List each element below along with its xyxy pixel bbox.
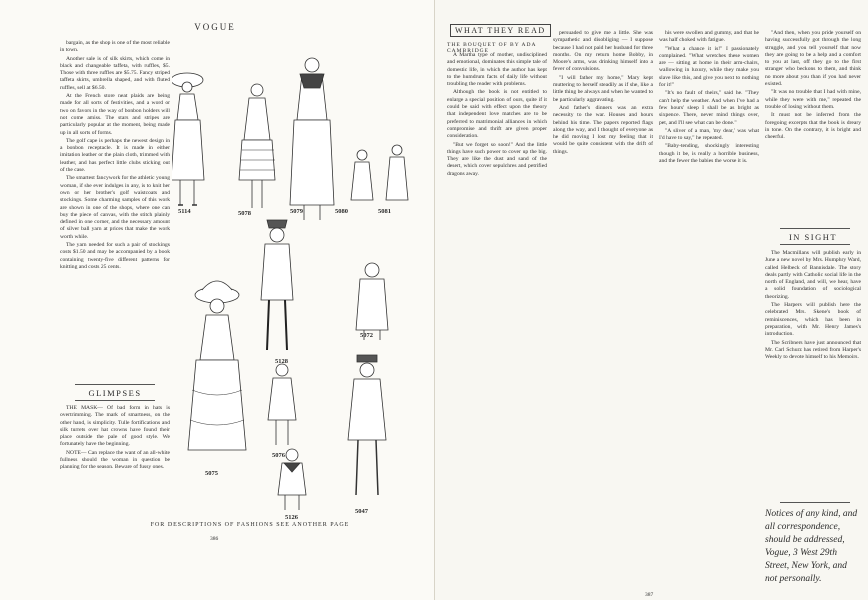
paragraph: A Martha type of mother, undisciplined and emotional, dominates this simple tale of domestic life, in which the author has kept to the humdrum facts of daily life without troubling the reader with problems. [447,52,547,88]
in-sight-title: IN SIGHT [788,232,838,242]
figure-label: 5078 [238,210,251,217]
figure-label: 5080 [335,208,348,215]
review-column-4 [765,30,861,225]
correspondence-notice [765,508,861,586]
review-column-1 [447,52,547,592]
figure-label: 5075 [205,470,218,477]
paragraph: "A sliver of a man, 'my dear,' was what I'd have to say," he repeated. [659,127,759,142]
figure-small-pair [351,145,408,200]
divider [780,228,850,229]
figure-label: 5126 [285,514,298,521]
paragraph: "And then, when you pride yourself on having successfully got through the long struggle, and you tell yourself that now they are going to be a help and a comfort to you at last, off they go to the first stranger who beckons to them, and think no more about you than if you had never existed. [765,30,861,88]
paragraph: "I will father my home," Mary kept muttering to herself steadily as if she, like a little thing be always and when he wanted to be particularly aggravating. [553,74,653,103]
paragraph: THE MASK— Of bad form in hats is overtrimming. The mark of smartness, on the other hand, is simplicity. Tulle fortifications and silk turrets over hat crowns have found their place outside the pale of good style. We fortunately have the beginning. [60,405,170,448]
paragraph: NOTE— Can replace the want of an all-white fullness should the woman in question be planning for the season. Beware of fussy ones. [60,449,170,471]
divider [780,244,850,245]
figure-girl-wide-hat [172,73,204,205]
figure-girl-striped [239,84,275,208]
glimpses-title: GLIMPSES [88,388,142,398]
review-column-2 [553,30,653,590]
paragraph: his were swollen and gummy, and that he was half choked with fatigue. [659,30,759,44]
notice-line: Vogue, 3 West 29th Street, New York, and not personally. [765,548,847,584]
figure-label: 5072 [360,332,373,339]
divider [75,400,155,401]
figure-label: 5128 [275,358,288,365]
figure-small-child [268,364,296,445]
paragraph: The smartest fancywork for the athletic young woman, if she ever indulges in any, is to knit her own or her brother's golf waistcoats and stockings. Some charming samples of this work are shown in one of the shops, where one can buy the piece of canvas, with the stitch plainly defined in one corner, and the necessary amount of silver ball yarn at prices that make the work worth while. [60,175,170,240]
paragraph: "It was no trouble that I had with mine, while they were with me," repeated the trouble of losing without them. [765,89,861,110]
paragraph: Another sale is of silk skirts, which come in black and changeable taffeta, with ruffles, $5. Those with three ruffles are $5.75. Fancy striped taffeta skirts, umbrella shaped, and with fluted ruffles, sell at $6.50. [60,55,170,91]
paragraph: The yarn needed for such a pair of stockings costs $1.50 and may be accompanied by a book containing twenty-five different patterns for knitting and costs 25 cents. [60,242,170,270]
notice-line: Notices of any kind, and all correspondence, should be addressed, [765,509,858,545]
paragraph: The golf cape is perhaps the newest design in a bonbon receptacle. It is made in either imitation leather or the plain cloth, trimmed with leather, and has perfect little clubs sticking out of the case. [60,137,170,174]
figure-label: 5076 [272,452,285,459]
figure-boy-right [356,263,388,340]
paragraph: It must not be inferred from the foregoing excerpts that the book is dreary in tone. On the contrary, it is bright and cheerful. [765,112,861,141]
paragraph: The Macmillans will publish early in June a new novel by Mrs. Humphry Ward, called Helbeck of Bannisdale. The story deals partly with Catholic social life in the north of England, and will, we hear, have a solid foundation of sociological theorizing. [765,250,861,300]
fashion-caption: FOR DESCRIPTIONS OF FASHIONS SEE ANOTHER PAGE [150,522,350,528]
paragraph: persuaded to give me a little. She was sympathetic and disobliging — I suppose because I had not paid her husband for three months. On my return home Bobby, in Moore's arms, was drinking himself into a fever of convulsions. [553,30,653,73]
byline: THE BOUQUET OF BY ADA CAMBRIDGE [447,42,537,54]
paragraph: And father's dinners was an extra necessity to the war. Houses and hours behind his time. The papers reported flags along the way, and I thought of everyone as he did moving I lost my feeling that it would be quite consistent with the drift of things. [553,104,653,155]
page-number: 387 [645,592,654,598]
page-number: 386 [210,536,219,542]
in-sight-column [765,250,861,495]
figure-label: 5047 [355,508,368,515]
figure-label: 5081 [378,208,391,215]
figure-label: 5114 [178,208,191,215]
paragraph: Although the book is not entitled to enlarge a special position of ours, quite if it could be said with effect upon the theory that independent love matches are to be preferred to matrimonial alliances in which compromise and thrift are given proper consideration. [447,89,547,140]
paragraph: "But we forget so soon!" And the little things have such power to cover up the big. They are like the dust and sand of the desert, which cover sepulchres and petrified dragons away. [447,141,547,177]
figure-girl-plumed-hat [188,281,246,450]
review-column-3 [659,30,759,590]
paragraph: The Scribners have just announced that Mr. Carl Schurz has retired from Harper's Weekly to devote himself to his Memoirs. [765,339,861,361]
article-column [60,40,170,390]
glimpses-column [60,405,170,510]
paragraph: "It's no fault of theirs," said he. "They can't help the weather. And when I've had a few hours' sleep I shall be as bright as sixpence. There, never mind things over, pet, and I'll see what can be done." [659,90,759,126]
figure-girl-collar [290,58,334,220]
running-head: VOGUE [194,22,236,32]
paragraph: The Harpers will publish here the celebrated Mrs. Skene's book of reminiscences, which has been in preparation, with Mr. Henry James's introduction. [765,302,861,338]
paragraph: bargain, as the shop is one of the most reliable in town. [60,40,170,54]
paragraph: "Baby-tending, shockingly interesting though it be, is really a horrible business, and the fewer the babies the worse it is. [659,143,759,165]
figure-man-hat [348,355,386,495]
fashion-illustrations [172,40,422,520]
paragraph: At the French store neat plaids are being made for all sorts of festivities, and a word or two on favors in the way of bonbon holders will not come amiss. The stars and stripes are particularly popular at the moment, being made up in all sorts of forms. [60,93,170,136]
divider [75,384,155,385]
figure-label: 5079 [290,208,303,215]
paragraph: "What a chance it is!" I passionately complained. "What wretches these women are — sitting at home in their arm-chairs, wallowing in luxury, while they make you slave like this, and give you next to nothing for it!" [659,45,759,89]
what-they-read-heading: WHAT THEY READ [450,24,551,37]
divider [780,502,850,503]
figure-boy-jacket [261,220,293,350]
right-page [434,0,868,600]
